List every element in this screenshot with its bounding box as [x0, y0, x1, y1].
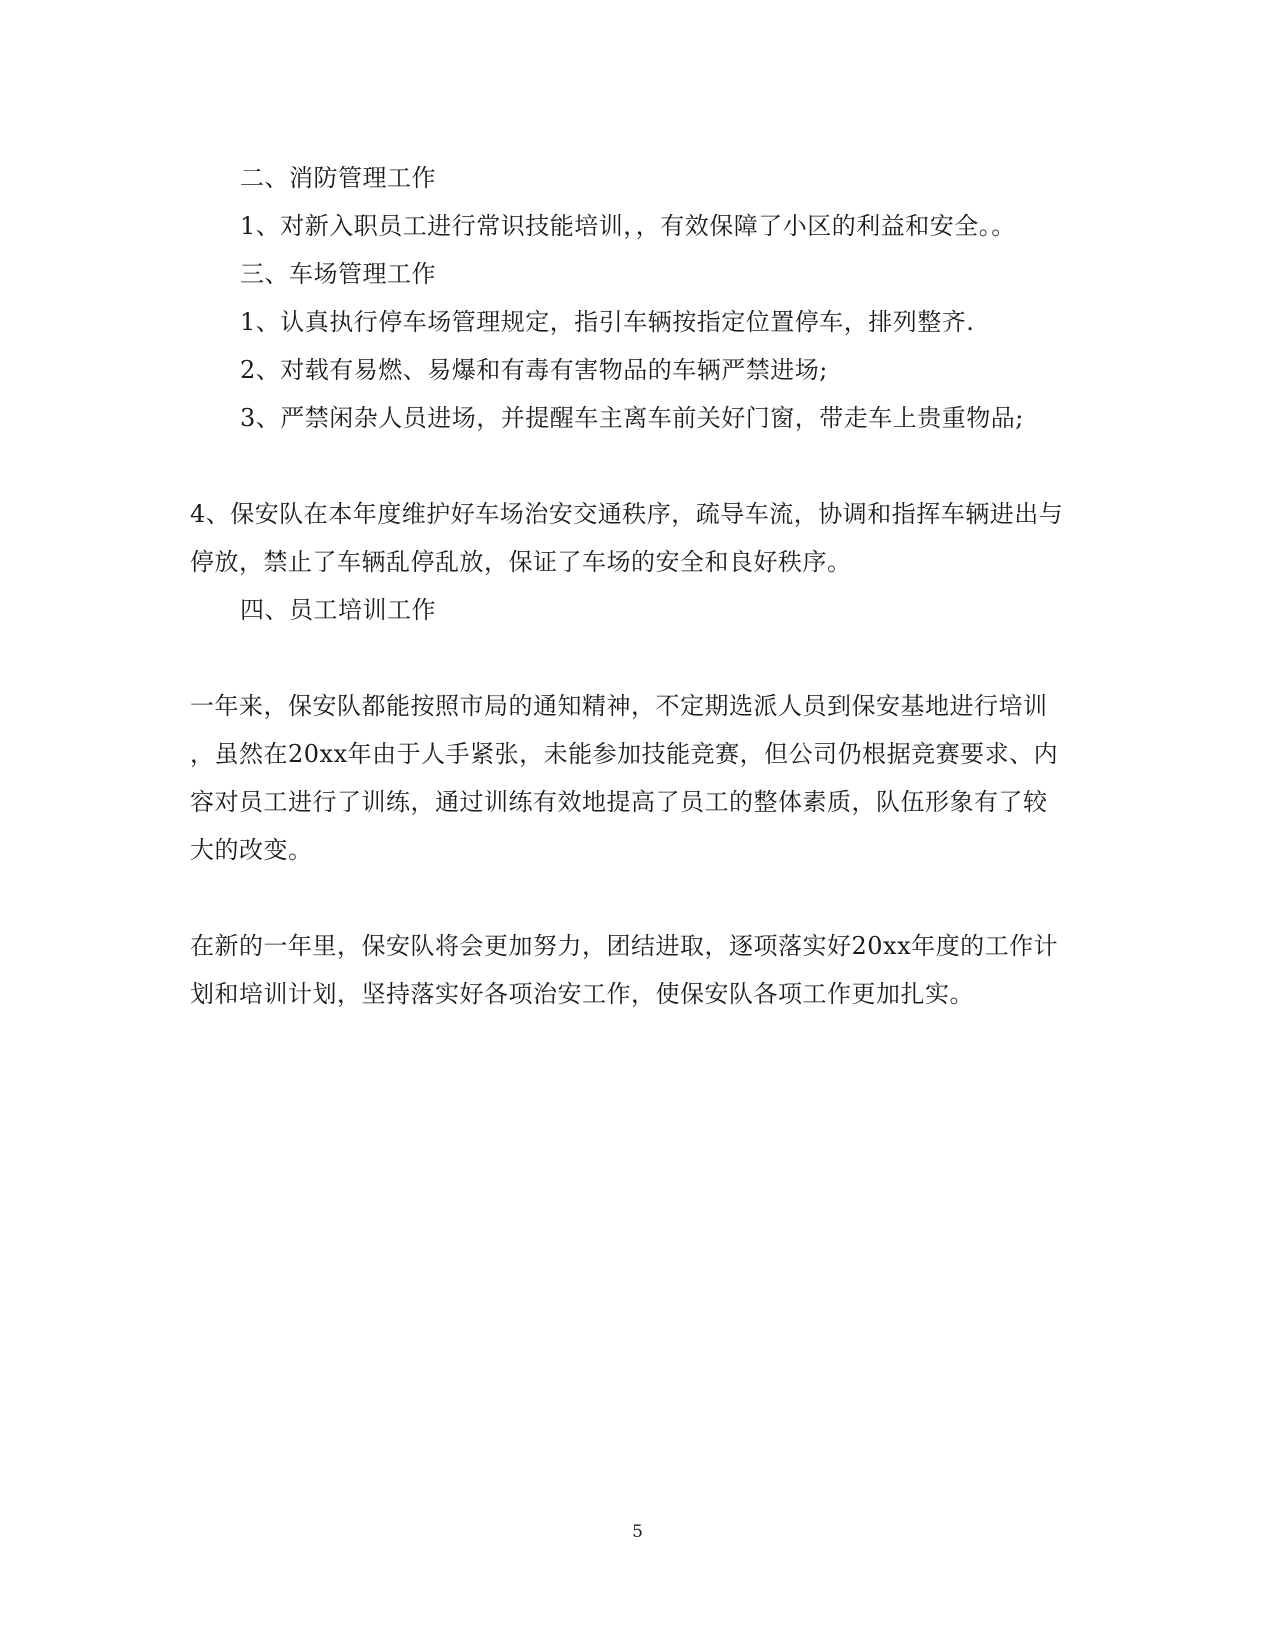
- parking-section-heading: 三、车场管理工作: [240, 260, 436, 288]
- closing-paragraph-line-1: 在新的一年里，保安队将会更加努力，团结进取，逐项落实好20xx年度的工作计: [190, 932, 1059, 960]
- parking-item-4-line-2: 停放，禁止了车辆乱停乱放，保证了车场的安全和良好秩序。: [190, 548, 852, 576]
- parking-item-2: 2、对载有易燃、易爆和有毒有害物品的车辆严禁进场;: [240, 356, 828, 384]
- parking-item-4-line-1: 4、保安队在本年度维护好车场治安交通秩序，疏导车流，协调和指挥车辆进出与: [190, 500, 1064, 528]
- fire-section-heading: 二、消防管理工作: [240, 164, 436, 192]
- training-section-heading: 四、员工培训工作: [240, 596, 436, 624]
- page-number: 5: [632, 1522, 643, 1542]
- training-paragraph-line-1: 一年来，保安队都能按照市局的通知精神，不定期选派人员到保安基地进行培训: [190, 692, 1048, 720]
- parking-item-1: 1、认真执行停车场管理规定，指引车辆按指定位置停车，排列整齐.: [240, 308, 975, 336]
- training-paragraph-line-4: 大的改变。: [190, 836, 313, 864]
- closing-paragraph-line-2: 划和培训计划，坚持落实好各项治安工作，使保安队各项工作更加扎实。: [190, 980, 974, 1008]
- parking-item-3: 3、严禁闲杂人员进场，并提醒车主离车前关好门窗，带走车上贵重物品;: [240, 404, 1024, 432]
- fire-item-1: 1、对新入职员工进行常识技能培训，，有效保障了小区的利益和安全。。: [240, 212, 1016, 240]
- training-paragraph-line-2: ，虽然在20xx年由于人手紧张，未能参加技能竞赛，但公司仍根据竞赛要求、内: [190, 740, 1059, 768]
- training-paragraph-line-3: 容对员工进行了训练，通过训练有效地提高了员工的整体素质，队伍形象有了较: [190, 788, 1048, 816]
